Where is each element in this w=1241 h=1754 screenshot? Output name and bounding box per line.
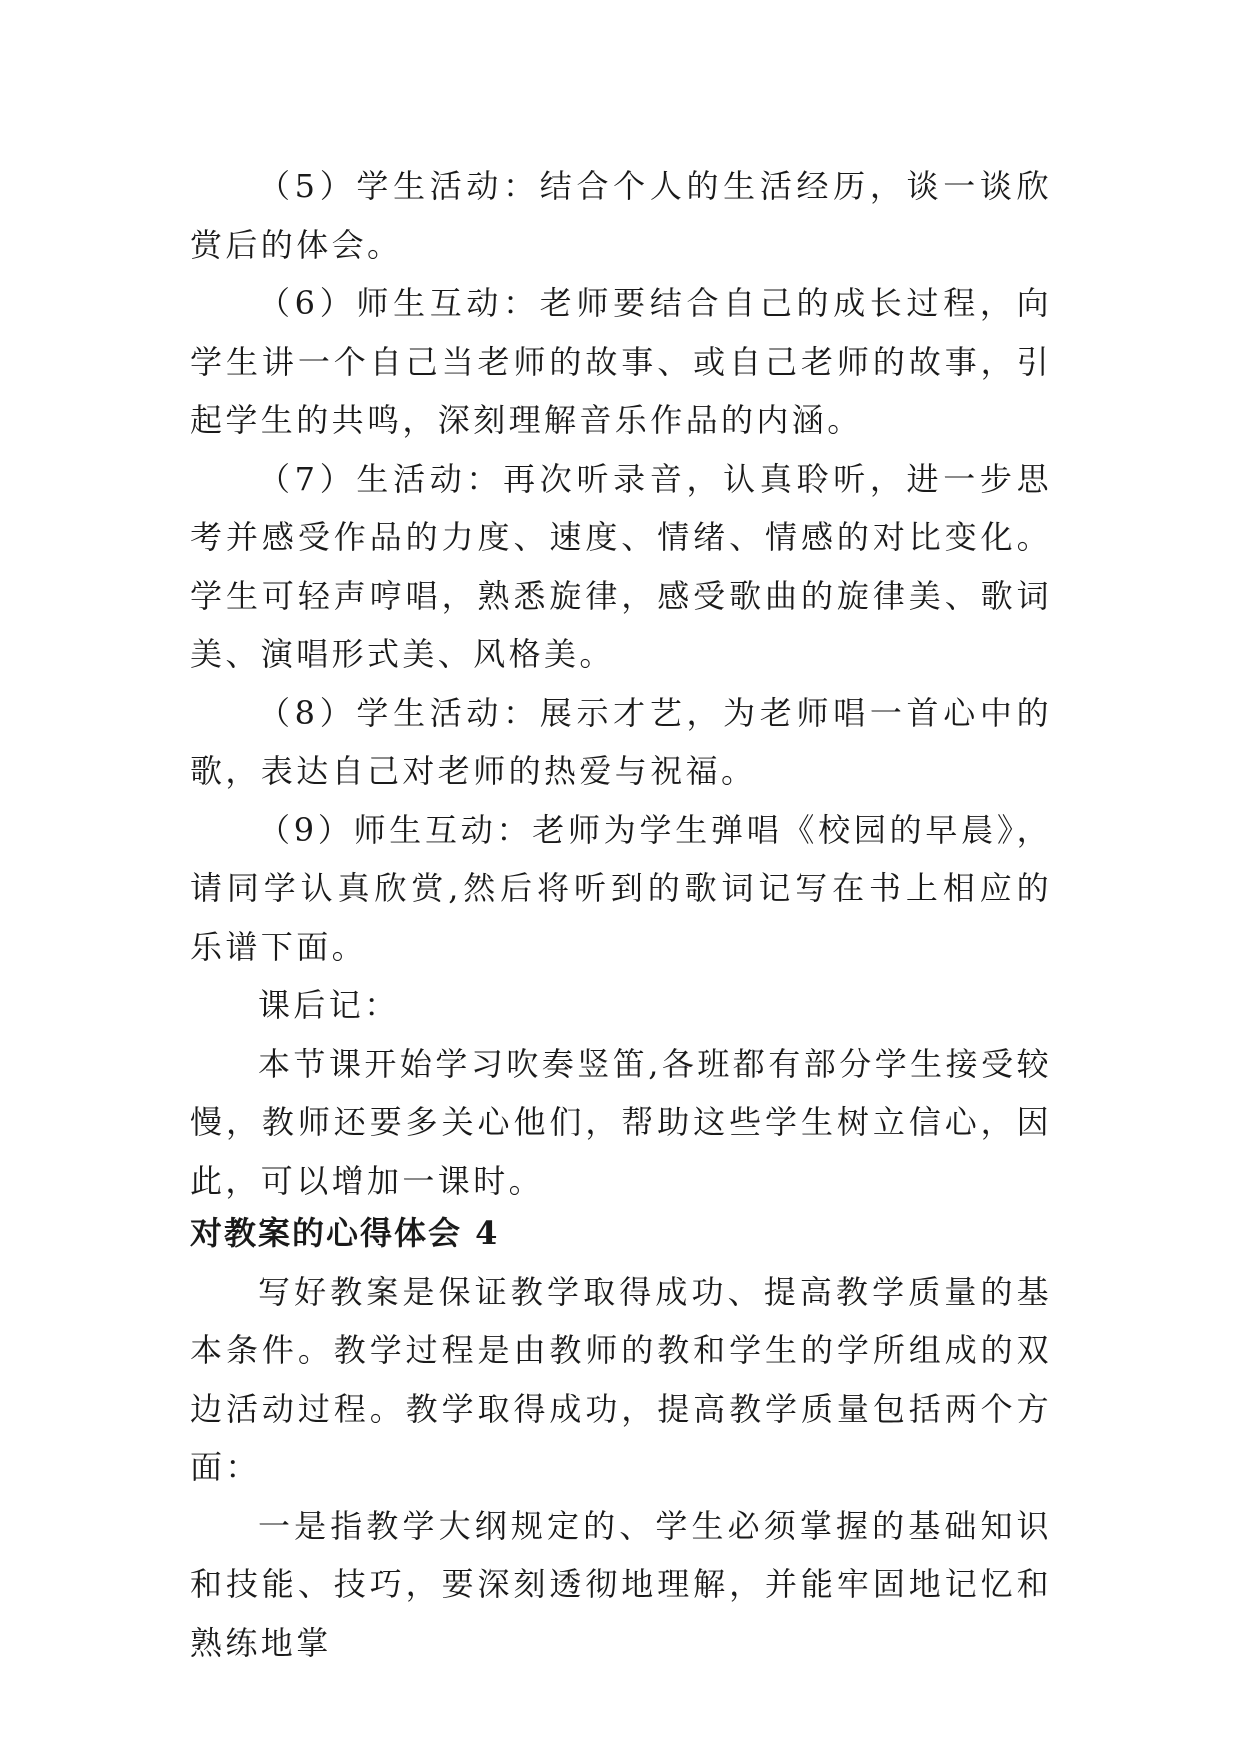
section-title: 对教案的心得体会 4 bbox=[190, 1214, 500, 1252]
paragraph-step-8: （8）学生活动：展示才艺，为老师唱一首心中的歌，表达自己对老师的热爱与祝福。 bbox=[190, 693, 1052, 790]
paragraph-section4-2: 一是指教学大纲规定的、学生必须掌握的基础知识和技能、技巧，要深刻透彻地理解，并能牢固地记忆和熟练地掌 bbox=[190, 1506, 1052, 1662]
paragraph-step-6: （6）师生互动：老师要结合自己的成长过程，向学生讲一个自己当老师的故事、或自己老师的故事，引起学生的共鸣，深刻理解音乐作品的内涵。 bbox=[190, 284, 1052, 439]
paragraph-section4-1: 写好教案是保证教学取得成功、提高教学质量的基本条件。教学过程是由教师的教和学生的学所组成的双边活动过程。教学取得成功，提高教学质量包括两个方面： bbox=[190, 1272, 1052, 1486]
paragraph-step-5: （5）学生活动：结合个人的生活经历，谈一谈欣赏后的体会。 bbox=[190, 167, 1052, 264]
section-4 bbox=[190, 1204, 1052, 1672]
after-class-label: 课后记： bbox=[258, 986, 400, 1024]
lesson-steps-section bbox=[190, 157, 1052, 1210]
after-class-text: 本节课开始学习吹奏竖笛,各班都有部分学生接受较慢，教师还要多关心他们，帮助这些学生树立信心，因此，可以增加一课时。 bbox=[190, 1044, 1052, 1200]
paragraph-step-7: （7）生活动：再次听录音，认真聆听，进一步思考并感受作品的力度、速度、情绪、情感的对比变化。学生可轻声哼唱，熟悉旋律，感受歌曲的旋律美、歌词美、演唱形式美、风格美。 bbox=[190, 459, 1052, 673]
paragraph-step-9: （9）师生互动：老师为学生弹唱《校园的早晨》，请同学认真欣赏,然后将听到的歌词记写在书上相应的乐谱下面。 bbox=[190, 810, 1052, 966]
